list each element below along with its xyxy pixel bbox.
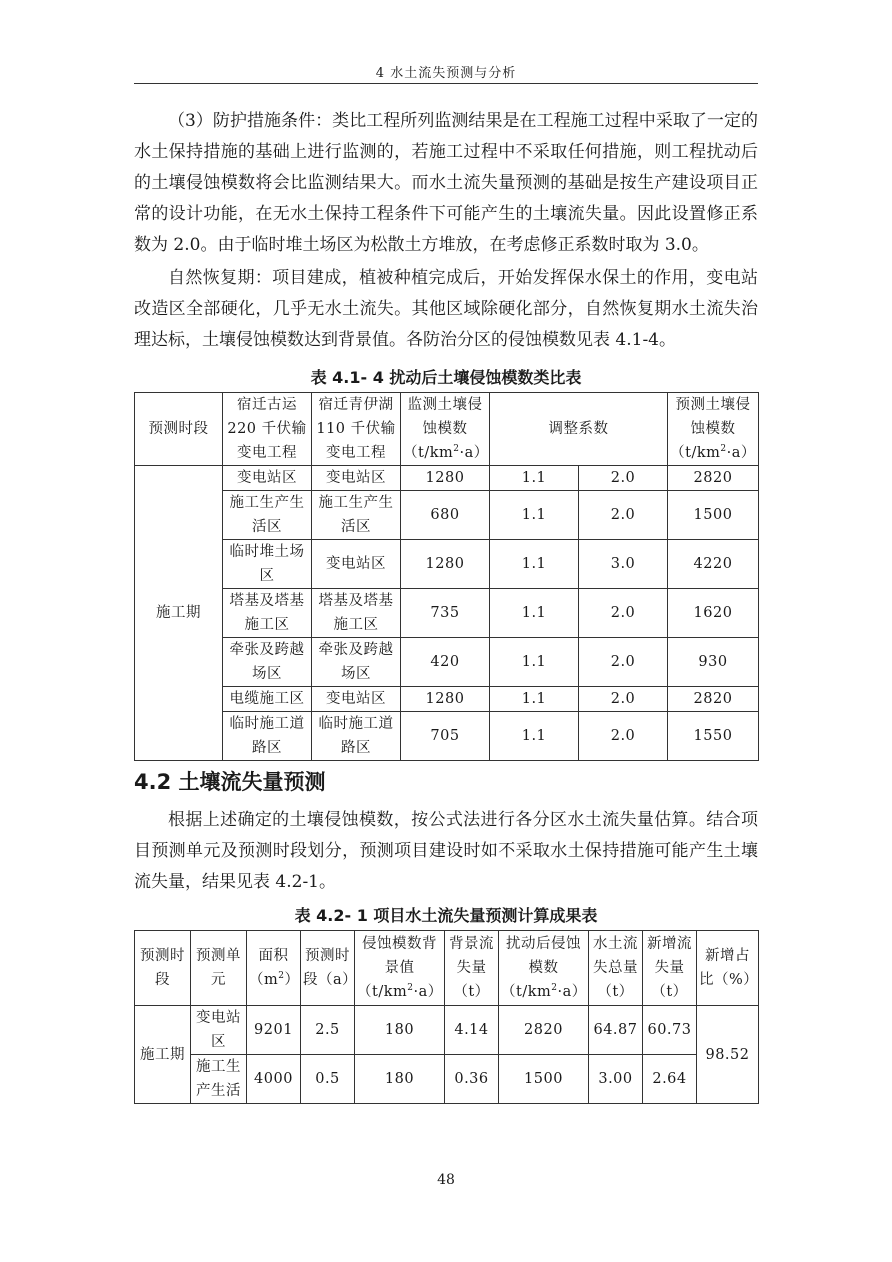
cell: 3.0	[579, 540, 668, 589]
cell: 施工生产生活区	[312, 491, 401, 540]
cell: 变电站区	[312, 687, 401, 712]
table2-caption: 表 4.2- 1 项目水土流失量预测计算成果表	[294, 906, 598, 925]
header-proj2: 宿迁青伊湖110 千伏输变电工程	[312, 393, 401, 466]
header-period: 预测时段	[135, 393, 223, 466]
cell: 塔基及塔基施工区	[223, 589, 312, 638]
cell: 1.1	[490, 687, 579, 712]
header-period: 预测时段	[135, 931, 191, 1006]
cell: 1.1	[490, 491, 579, 540]
cell: 1.1	[490, 466, 579, 491]
table1-header-row	[135, 393, 759, 466]
cell: 420	[401, 638, 490, 687]
cell: 施工生产生活	[191, 1055, 247, 1104]
cell: 1280	[401, 466, 490, 491]
table1-caption: 表 4.1- 4 扰动后土壤侵蚀模数类比表	[310, 368, 582, 387]
cell: 塔基及塔基施工区	[312, 589, 401, 638]
header-unit: 预测单元	[191, 931, 247, 1006]
cell: 930	[668, 638, 759, 687]
ratio-cell: 98.52	[697, 1006, 759, 1104]
cell: 4.14	[445, 1006, 499, 1055]
cell: 1280	[401, 540, 490, 589]
cell: 1.1	[490, 589, 579, 638]
header-monitor: 监测土壤侵蚀模数$(t/km^2\cdot a)$	[401, 393, 490, 466]
soil-loss-table	[134, 930, 759, 1104]
cell: 1.1	[490, 540, 579, 589]
cell: 1280	[401, 687, 490, 712]
table-row	[135, 466, 759, 491]
table-row	[135, 687, 759, 712]
header-rule	[134, 83, 758, 84]
cell: 电缆施工区	[223, 687, 312, 712]
cell: 1500	[668, 491, 759, 540]
page-content	[134, 106, 758, 1104]
cell: 1.1	[490, 638, 579, 687]
cell: 牵张及跨越场区	[312, 638, 401, 687]
cell: 680	[401, 491, 490, 540]
header-proj1: 宿迁古运220 千伏输变电工程	[223, 393, 312, 466]
cell: 施工生产生活区	[223, 491, 312, 540]
cell: 180	[355, 1055, 445, 1104]
cell: 1.1	[490, 712, 579, 761]
paragraph-protection: （3）防护措施条件：类比工程所列监测结果是在工程施工过程中采取了一定的水土保持措施的基础上进行监测的，若施工过程中不采取任何措施，则工程扰动后的土壤侵蚀模数将会比监测结果大。而水土流失量预测的基础是按生产建设项目正常的设计功能，在无水土保持工程条件下可能产生的土壤流失量。因此设置修正系数为 2.0。由于临时堆土场区为松散土方堆放，在考虑修正系数时取为 3.0。	[134, 111, 758, 255]
cell: 1500	[499, 1055, 589, 1104]
cell: 4000	[247, 1055, 301, 1104]
header-disturbed-modulus: 扰动后侵蚀模数$(t/km^2\cdot a)$	[499, 931, 589, 1006]
cell: 2.0	[579, 638, 668, 687]
cell: 4220	[668, 540, 759, 589]
running-header: 4 水土流失预测与分析	[375, 66, 517, 81]
cell: 2.0	[579, 687, 668, 712]
header-new-ratio: 新增占比（%）	[697, 931, 759, 1006]
table-row	[135, 491, 759, 540]
cell: 1620	[668, 589, 759, 638]
cell: 2.0	[579, 589, 668, 638]
table-row	[135, 1006, 759, 1055]
cell: 临时施工道路区	[223, 712, 312, 761]
cell: 2820	[668, 687, 759, 712]
erosion-modulus-table	[134, 392, 759, 761]
cell: 变电站区	[312, 540, 401, 589]
header-area: 面积$(m^2)$	[247, 931, 301, 1006]
paragraph-recovery: 自然恢复期：项目建成，植被种植完成后，开始发挥保水保土的作用，变电站改造区全部硬化，几乎无水土流失。其他区域除硬化部分，自然恢复期水土流失治理达标，土壤侵蚀模数达到背景值。各防治分区的侵蚀模数见表 4.1-4。	[134, 268, 758, 350]
table-row	[135, 540, 759, 589]
header-time: 预测时段（a）	[301, 931, 355, 1006]
cell: 2.5	[301, 1006, 355, 1055]
cell: 3.00	[589, 1055, 643, 1104]
cell: 180	[355, 1006, 445, 1055]
cell: 705	[401, 712, 490, 761]
cell: 60.73	[643, 1006, 697, 1055]
paragraph-estimation: 根据上述确定的土壤侵蚀模数，按公式法进行各分区水土流失量估算。结合项目预测单元及预测时段划分，预测项目建设时如不采取水土保持措施可能产生土壤流失量，结果见表 4.2-1。	[134, 810, 758, 892]
cell: 0.5	[301, 1055, 355, 1104]
table-row	[135, 1055, 759, 1104]
cell: 临时堆土场区	[223, 540, 312, 589]
cell: 变电站区	[223, 466, 312, 491]
header-background-loss: 背景流失量（t）	[445, 931, 499, 1006]
table-row	[135, 712, 759, 761]
cell: 1550	[668, 712, 759, 761]
header-coef: 调整系数	[490, 393, 668, 466]
header-background-modulus: 侵蚀模数背景值$(t/km^2\cdot a)$	[355, 931, 445, 1006]
table-row	[135, 638, 759, 687]
header-total-loss: 水土流失总量（t）	[589, 931, 643, 1006]
cell: 2.0	[579, 491, 668, 540]
page-number: 48	[437, 1172, 455, 1188]
table2-header-row	[135, 931, 759, 1006]
period-cell: 施工期	[135, 466, 223, 761]
cell: 牵张及跨越场区	[223, 638, 312, 687]
header-new-loss: 新增流失量（t）	[643, 931, 697, 1006]
period-cell: 施工期	[135, 1006, 191, 1104]
cell: 64.87	[589, 1006, 643, 1055]
section-heading: 4.2 土壤流失量预测	[134, 770, 326, 794]
cell: 9201	[247, 1006, 301, 1055]
cell: 2.64	[643, 1055, 697, 1104]
cell: 2820	[499, 1006, 589, 1055]
cell: 临时施工道路区	[312, 712, 401, 761]
cell: 2.0	[579, 712, 668, 761]
cell: 2.0	[579, 466, 668, 491]
cell: 变电站区	[191, 1006, 247, 1055]
header-predict: 预测土壤侵蚀模数$(t/km^2\cdot a)$	[668, 393, 759, 466]
table-row	[135, 589, 759, 638]
cell: 0.36	[445, 1055, 499, 1104]
cell: 735	[401, 589, 490, 638]
cell: 变电站区	[312, 466, 401, 491]
cell: 2820	[668, 466, 759, 491]
